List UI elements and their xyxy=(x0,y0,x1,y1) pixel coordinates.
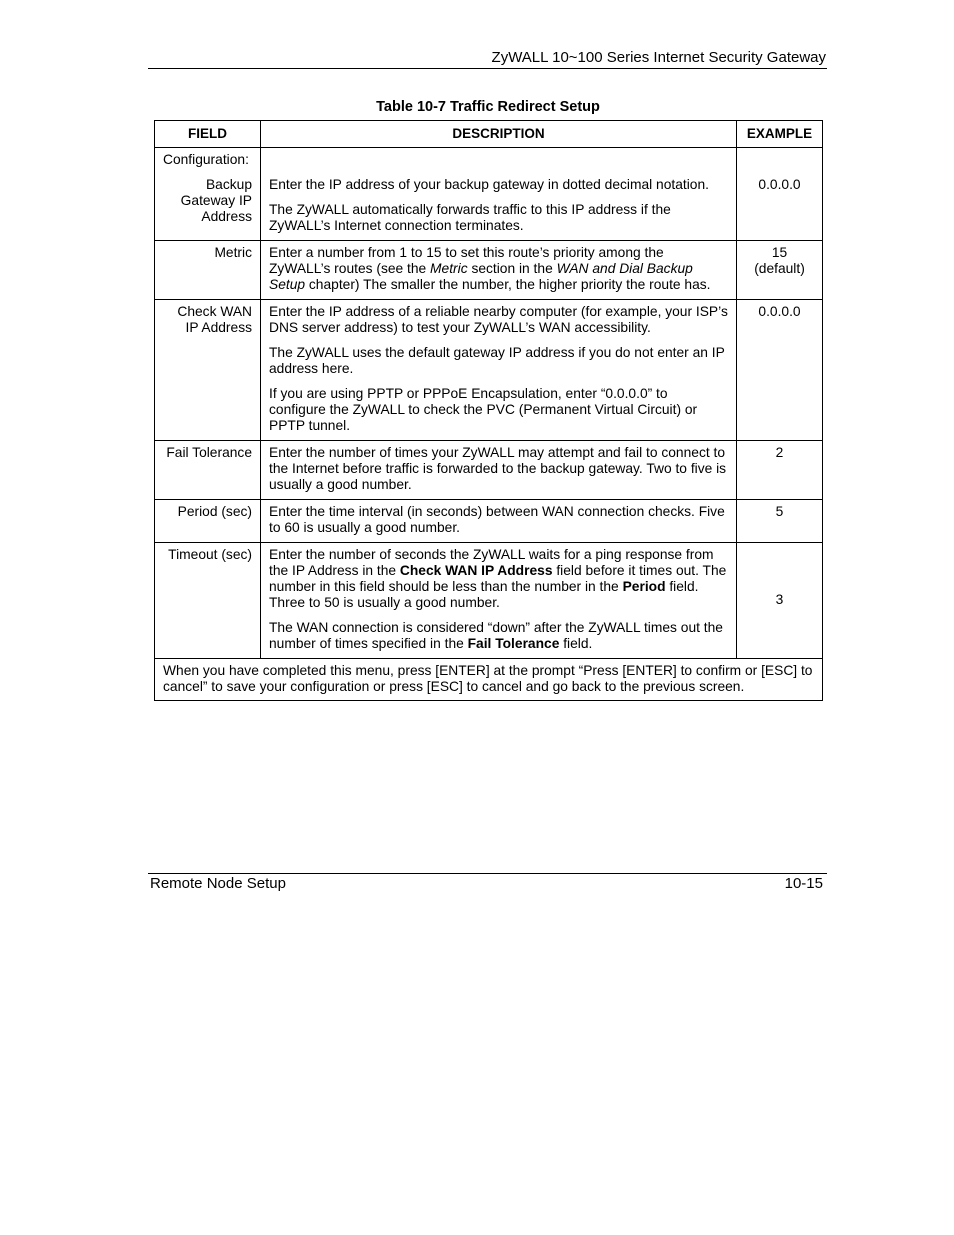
field-backup-gateway: Backup Gateway IP Address xyxy=(180,177,252,224)
example-value: 5 xyxy=(737,500,823,543)
description-text xyxy=(269,547,728,611)
text-run: section in the xyxy=(467,261,557,276)
description-text: Enter the number of times your ZyWALL may attempt and fail to connect to the Internet before traffic is forwarded to the backup gateway. Two to five is usually a good number. xyxy=(261,441,737,500)
description-text: Enter the IP address of your backup gateway in dotted decimal notation. xyxy=(269,177,709,192)
example-value: 0.0.0.0 xyxy=(758,177,801,192)
text-run: Enter a number from 1 to 15 to set this route’s priority among the ZyWALL’s routes (see the xyxy=(269,245,664,276)
table-row-period xyxy=(155,500,823,543)
text-italic: WAN and Dial Backup Setup xyxy=(269,261,693,292)
text-run: Enter the number of seconds the ZyWALL waits for a ping response from the IP Address in the xyxy=(269,547,714,578)
table-row-check-wan xyxy=(155,300,823,441)
footer-page-number: 10-15 xyxy=(784,875,823,892)
footer-section-title: Remote Node Setup xyxy=(150,875,286,892)
example-value: 15 xyxy=(771,245,788,260)
field-cell xyxy=(155,148,261,241)
field-period: Period (sec) xyxy=(155,500,261,543)
table-row-note xyxy=(155,659,823,701)
example-value: 0.0.0.0 xyxy=(737,300,823,441)
table-title: Table 10-7 Traffic Redirect Setup xyxy=(376,99,600,115)
field-metric: Metric xyxy=(155,241,261,300)
text-run: chapter) The smaller the number, the higher priority the route has. xyxy=(305,277,711,292)
configuration-label: Configuration: xyxy=(163,152,249,167)
text-run: field. Three to 50 is usually a good number. xyxy=(269,579,699,610)
text-italic: Metric xyxy=(430,261,468,276)
description-cell xyxy=(261,241,737,300)
text-bold: Fail Tolerance xyxy=(467,636,560,651)
table-row-timeout xyxy=(155,543,823,659)
example-value: 3 xyxy=(737,543,823,659)
traffic-redirect-table xyxy=(154,120,823,701)
description-cell xyxy=(261,543,737,659)
header-title: ZyWALL 10~100 Series Internet Security Gateway xyxy=(491,49,826,66)
description-text: Enter the time interval (in seconds) between WAN connection checks. Five to 60 is usually a good number. xyxy=(261,500,737,543)
description-text xyxy=(269,245,728,293)
example-cell xyxy=(737,148,823,241)
description-text: If you are using PPTP or PPPoE Encapsulation, enter “0.0.0.0” to configure the ZyWALL to check the PVC (Permanent Virtual Circuit) or PPTP tunnel. xyxy=(269,386,698,433)
table-row-metric xyxy=(155,241,823,300)
text-bold: Check WAN IP Address xyxy=(399,563,553,578)
description-cell xyxy=(261,300,737,441)
field-check-wan: Check WAN IP Address xyxy=(155,300,261,441)
text-run: field. xyxy=(559,636,593,651)
column-header-description: DESCRIPTION xyxy=(261,121,737,148)
description-text: The ZyWALL automatically forwards traffic to this IP address if the ZyWALL’s Internet connection terminates. xyxy=(269,202,671,233)
header-rule xyxy=(148,68,827,69)
table-row-backup-gateway xyxy=(155,148,823,241)
bottom-note: When you have completed this menu, press [ENTER] at the prompt “Press [ENTER] to confirm or [ESC] to cancel” to save your configuration or press [ESC] to cancel and go back to the previous screen. xyxy=(155,659,823,701)
description-text: Enter the IP address of a reliable nearby computer (for example, your ISP’s DNS server address) to test your ZyWALL’s WAN accessibility. xyxy=(269,304,728,335)
field-fail-tolerance: Fail Tolerance xyxy=(155,441,261,500)
table-row-fail-tolerance xyxy=(155,441,823,500)
example-value: (default) xyxy=(754,261,805,276)
field-timeout: Timeout (sec) xyxy=(155,543,261,659)
text-bold: Period xyxy=(622,579,666,594)
text-run: field before it times out. The number in this field should be less than the number in the xyxy=(269,563,727,594)
column-header-example: EXAMPLE xyxy=(737,121,823,148)
text-run: The WAN connection is considered “down” after the ZyWALL times out the number of times specified in the xyxy=(269,620,723,651)
footer-rule xyxy=(148,873,827,874)
example-cell xyxy=(737,241,823,300)
column-header-field: FIELD xyxy=(155,121,261,148)
description-cell xyxy=(261,148,737,241)
table-header-row xyxy=(155,121,823,148)
example-value: 2 xyxy=(737,441,823,500)
description-text: The ZyWALL uses the default gateway IP address if you do not enter an IP address here. xyxy=(269,345,725,376)
description-text xyxy=(269,620,728,652)
